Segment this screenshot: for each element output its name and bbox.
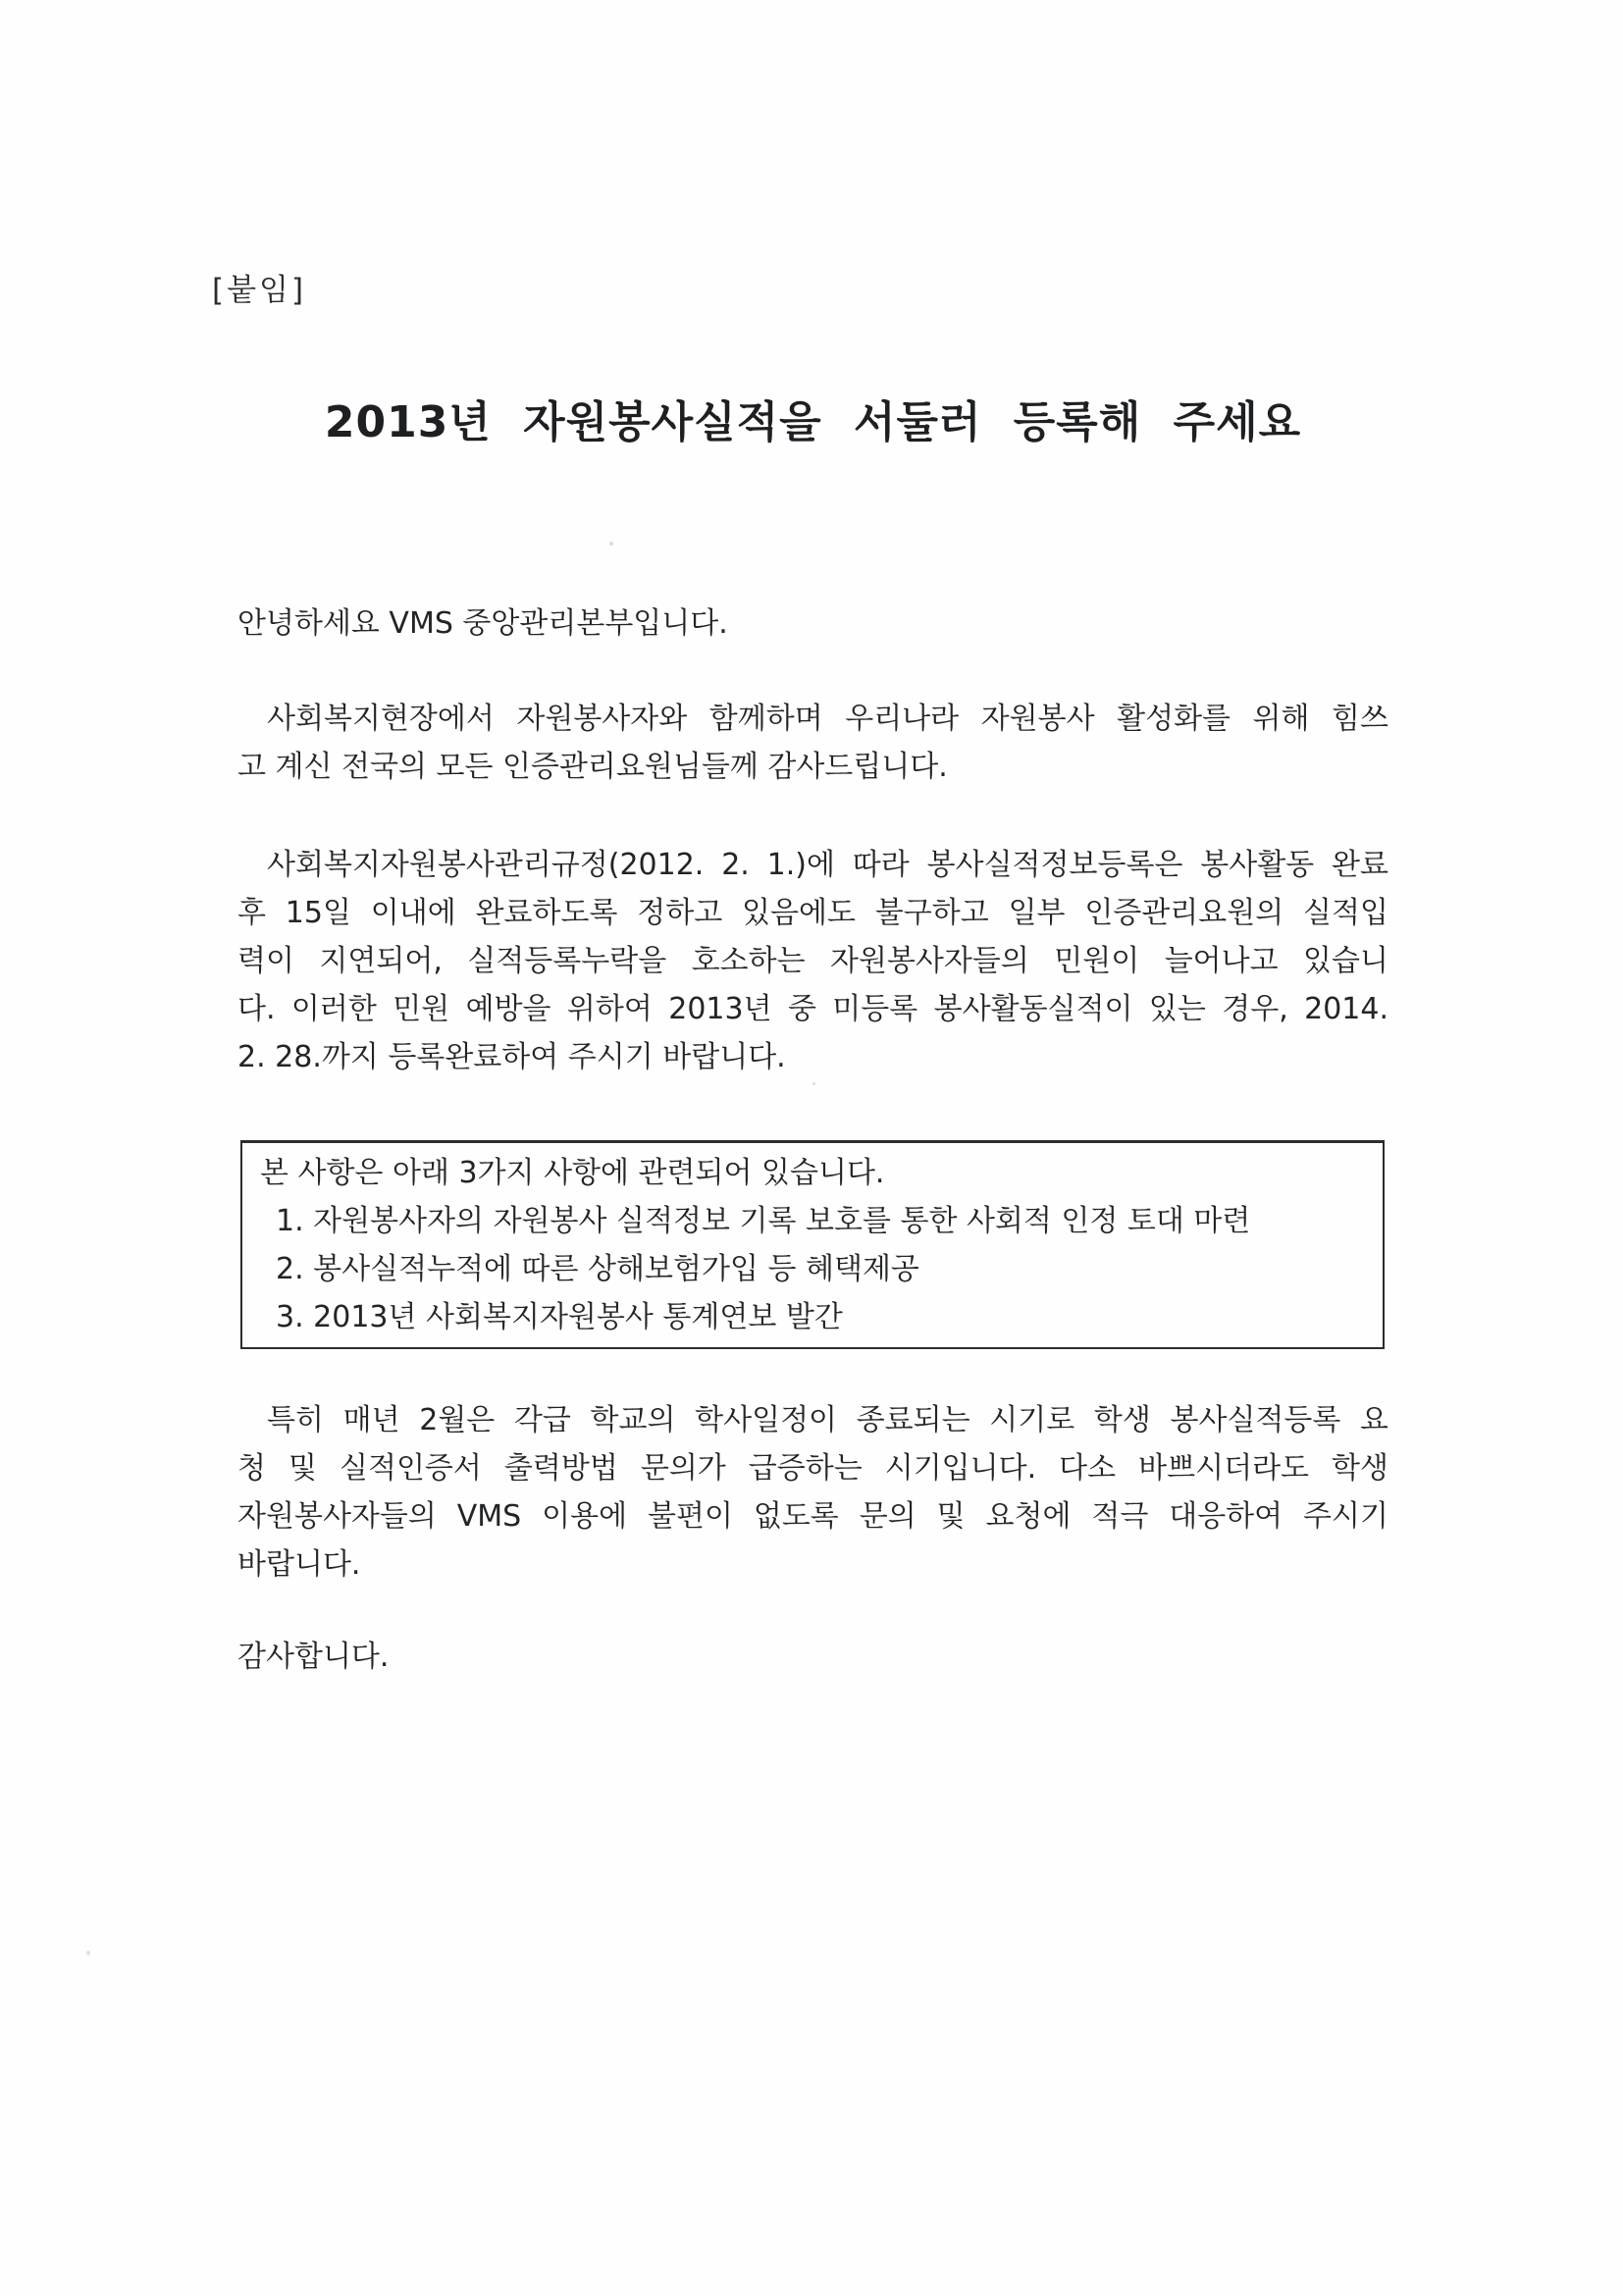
document-title: 2013년 자원봉사실적을 서둘러 등록해 주세요: [324, 397, 1302, 447]
greeting-paragraph: [237, 600, 1388, 648]
scan-speck: [609, 542, 613, 546]
scan-speck: [812, 1082, 815, 1085]
closing-paragraph: [237, 1633, 1388, 1681]
paragraph-line: 후 15일 이내에 완료하도록 정하고 있음에도 불구하고 일부 인증관리요원의 실적입: [237, 896, 1388, 930]
paragraph-february: [237, 1396, 1388, 1589]
paragraph-thanks-volunteers: [237, 695, 1388, 791]
scan-speck: [86, 1951, 90, 1956]
paragraph-line: 바랍니다.: [237, 1547, 361, 1582]
greeting-text: 안녕하세요 VMS 중앙관리본부입니다.: [237, 606, 728, 641]
attachment-tag: [붙임]: [212, 273, 307, 308]
paragraph-line: 2. 28.까지 등록완료하여 주시기 바랍니다.: [237, 1040, 786, 1074]
paragraph-line: 다. 이러한 민원 예방을 위하여 2013년 중 미등록 봉사활동실적이 있는 경우, 2014.: [237, 992, 1388, 1026]
notice-box-intro: 본 사항은 아래 3가지 사항에 관련되어 있습니다.: [260, 1156, 885, 1190]
paragraph-line: 사회복지현장에서 자원봉사자와 함께하며 우리나라 자원봉사 활성화를 위해 힘쓰: [267, 702, 1388, 736]
notice-box: [240, 1140, 1385, 1349]
paragraph-line: 고 계신 전국의 모든 인증관리요원님들께 감사드립니다.: [237, 750, 948, 784]
closing-text: 감사합니다.: [237, 1640, 390, 1674]
notice-box-item: 2. 봉사실적누적에 따른 상해보험가입 등 혜택제공: [276, 1252, 919, 1286]
paragraph-line: 력이 지연되어, 실적등록누락을 호소하는 자원봉사자들의 민원이 늘어나고 있습니: [237, 944, 1388, 978]
paragraph-line: 청 및 실적인증서 출력방법 문의가 급증하는 시기입니다. 다소 바쁘시더라도 학생: [237, 1451, 1388, 1486]
paragraph-line: 특히 매년 2월은 각급 학교의 학사일정이 종료되는 시기로 학생 봉사실적등록 요: [267, 1403, 1388, 1437]
paragraph-regulation: [237, 841, 1388, 1081]
paragraph-line: 자원봉사자들의 VMS 이용에 불편이 없도록 문의 및 요청에 적극 대응하여 주시기: [237, 1499, 1388, 1534]
paragraph-line: 사회복지자원봉사관리규정(2012. 2. 1.)에 따라 봉사실적정보등록은 봉사활동 완료: [267, 848, 1388, 882]
notice-box-item: 1. 자원봉사자의 자원봉사 실적정보 기록 보호를 통한 사회적 인정 토대 마련: [276, 1204, 1251, 1238]
notice-box-item: 3. 2013년 사회복지자원봉사 통계연보 발간: [276, 1300, 843, 1334]
